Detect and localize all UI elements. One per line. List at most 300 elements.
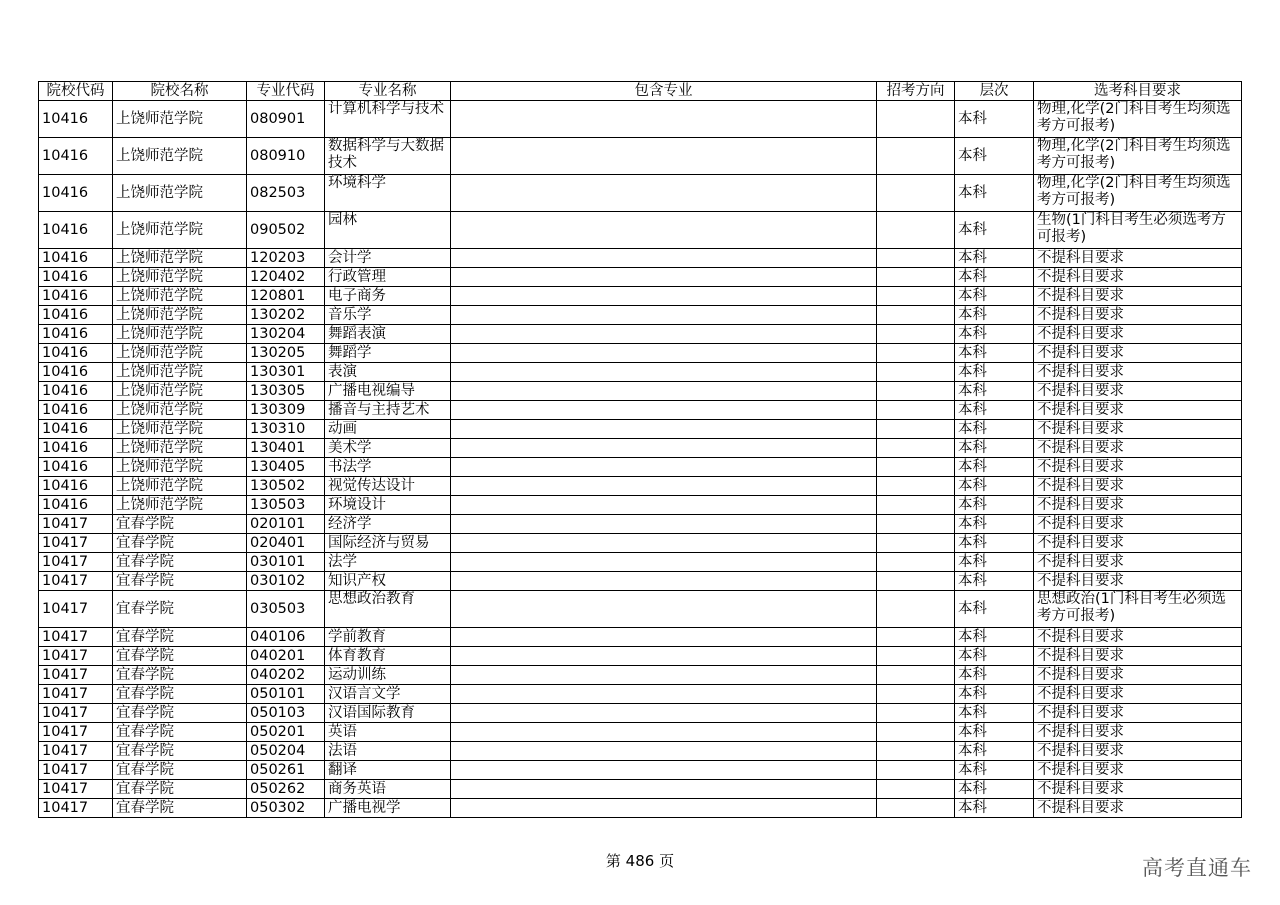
- cell-school-code: 10416: [39, 138, 113, 175]
- table-row: [39, 477, 1242, 496]
- cell-direction: [877, 101, 955, 138]
- cell-school-name: 上饶师范学院: [113, 249, 247, 268]
- cell-school-code: 10416: [39, 496, 113, 515]
- cell-direction: [877, 496, 955, 515]
- cell-included-majors: [451, 401, 877, 420]
- table-row: [39, 591, 1242, 628]
- cell-included-majors: [451, 723, 877, 742]
- cell-subject-requirement: 不提科目要求: [1034, 249, 1242, 268]
- table-row: [39, 742, 1242, 761]
- table-row: [39, 138, 1242, 175]
- table-body: [39, 101, 1242, 818]
- cell-included-majors: [451, 628, 877, 647]
- watermark: 高考直通车: [1142, 856, 1252, 880]
- cell-included-majors: [451, 799, 877, 818]
- cell-major-name: 书法学: [325, 458, 451, 477]
- cell-included-majors: [451, 647, 877, 666]
- cell-school-code: 10417: [39, 534, 113, 553]
- cell-direction: [877, 363, 955, 382]
- cell-major-code: 130503: [247, 496, 325, 515]
- cell-school-name: 宜春学院: [113, 647, 247, 666]
- cell-school-name: 宜春学院: [113, 780, 247, 799]
- cell-major-code: 080910: [247, 138, 325, 175]
- table-row: [39, 685, 1242, 704]
- cell-major-code: 020401: [247, 534, 325, 553]
- cell-major-code: 050103: [247, 704, 325, 723]
- cell-direction: [877, 742, 955, 761]
- table-row: [39, 572, 1242, 591]
- cell-direction: [877, 477, 955, 496]
- cell-school-code: 10416: [39, 363, 113, 382]
- cell-school-name: 宜春学院: [113, 723, 247, 742]
- cell-school-code: 10416: [39, 306, 113, 325]
- cell-major-code: 130310: [247, 420, 325, 439]
- cell-school-code: 10416: [39, 477, 113, 496]
- cell-school-code: 10417: [39, 572, 113, 591]
- table-row: [39, 704, 1242, 723]
- cell-included-majors: [451, 742, 877, 761]
- cell-school-code: 10416: [39, 212, 113, 249]
- cell-major-name: 音乐学: [325, 306, 451, 325]
- cell-school-code: 10417: [39, 704, 113, 723]
- cell-level: 本科: [955, 685, 1034, 704]
- cell-direction: [877, 249, 955, 268]
- cell-major-code: 130204: [247, 325, 325, 344]
- cell-school-name: 上饶师范学院: [113, 363, 247, 382]
- cell-school-name: 上饶师范学院: [113, 268, 247, 287]
- table-row: [39, 401, 1242, 420]
- table-row: [39, 534, 1242, 553]
- cell-major-name: 法语: [325, 742, 451, 761]
- cell-included-majors: [451, 175, 877, 212]
- cell-level: 本科: [955, 666, 1034, 685]
- table-row: [39, 723, 1242, 742]
- cell-school-code: 10417: [39, 591, 113, 628]
- cell-major-name: 经济学: [325, 515, 451, 534]
- cell-school-code: 10417: [39, 685, 113, 704]
- cell-level: 本科: [955, 458, 1034, 477]
- cell-included-majors: [451, 496, 877, 515]
- cell-school-name: 宜春学院: [113, 666, 247, 685]
- cell-included-majors: [451, 268, 877, 287]
- cell-school-name: 上饶师范学院: [113, 401, 247, 420]
- cell-major-name: 翻译: [325, 761, 451, 780]
- cell-level: 本科: [955, 401, 1034, 420]
- cell-subject-requirement: 物理,化学(2门科目考生均须选考方可报考): [1034, 101, 1242, 138]
- cell-subject-requirement: 不提科目要求: [1034, 363, 1242, 382]
- cell-major-name: 计算机科学与技术: [325, 101, 451, 138]
- cell-subject-requirement: 生物(1门科目考生必须选考方可报考): [1034, 212, 1242, 249]
- cell-included-majors: [451, 344, 877, 363]
- cell-direction: [877, 572, 955, 591]
- cell-level: 本科: [955, 496, 1034, 515]
- table-row: [39, 420, 1242, 439]
- cell-level: 本科: [955, 780, 1034, 799]
- cell-school-name: 宜春学院: [113, 742, 247, 761]
- cell-direction: [877, 401, 955, 420]
- cell-included-majors: [451, 477, 877, 496]
- cell-direction: [877, 515, 955, 534]
- cell-level: 本科: [955, 325, 1034, 344]
- cell-school-name: 宜春学院: [113, 685, 247, 704]
- table-row: [39, 268, 1242, 287]
- cell-major-name: 美术学: [325, 439, 451, 458]
- cell-major-code: 050101: [247, 685, 325, 704]
- table-row: [39, 515, 1242, 534]
- cell-major-code: 050201: [247, 723, 325, 742]
- cell-major-code: 030503: [247, 591, 325, 628]
- cell-included-majors: [451, 420, 877, 439]
- admission-table: [38, 81, 1242, 818]
- cell-school-code: 10417: [39, 553, 113, 572]
- cell-school-name: 上饶师范学院: [113, 287, 247, 306]
- cell-major-code: 090502: [247, 212, 325, 249]
- cell-major-name: 视觉传达设计: [325, 477, 451, 496]
- cell-included-majors: [451, 515, 877, 534]
- cell-school-name: 上饶师范学院: [113, 458, 247, 477]
- cell-school-code: 10416: [39, 101, 113, 138]
- cell-included-majors: [451, 780, 877, 799]
- cell-school-name: 上饶师范学院: [113, 382, 247, 401]
- cell-school-code: 10416: [39, 175, 113, 212]
- cell-level: 本科: [955, 591, 1034, 628]
- cell-major-name: 环境设计: [325, 496, 451, 515]
- cell-subject-requirement: 思想政治(1门科目考生必须选考方可报考): [1034, 591, 1242, 628]
- cell-school-name: 上饶师范学院: [113, 138, 247, 175]
- cell-major-code: 130305: [247, 382, 325, 401]
- cell-subject-requirement: 不提科目要求: [1034, 799, 1242, 818]
- cell-subject-requirement: 不提科目要求: [1034, 401, 1242, 420]
- cell-school-code: 10417: [39, 723, 113, 742]
- cell-school-name: 上饶师范学院: [113, 175, 247, 212]
- table-row: [39, 212, 1242, 249]
- col-header-major-code: 专业代码: [247, 82, 325, 101]
- cell-major-name: 广播电视学: [325, 799, 451, 818]
- cell-major-code: 130301: [247, 363, 325, 382]
- cell-school-name: 上饶师范学院: [113, 212, 247, 249]
- cell-subject-requirement: 不提科目要求: [1034, 534, 1242, 553]
- cell-subject-requirement: 不提科目要求: [1034, 325, 1242, 344]
- cell-direction: [877, 780, 955, 799]
- cell-major-code: 120203: [247, 249, 325, 268]
- cell-included-majors: [451, 249, 877, 268]
- cell-included-majors: [451, 458, 877, 477]
- col-header-subject-requirement: 选考科目要求: [1034, 82, 1242, 101]
- cell-direction: [877, 799, 955, 818]
- table-row: [39, 249, 1242, 268]
- cell-school-name: 宜春学院: [113, 628, 247, 647]
- table-row: [39, 496, 1242, 515]
- cell-major-name: 运动训练: [325, 666, 451, 685]
- cell-school-code: 10416: [39, 325, 113, 344]
- table-row: [39, 325, 1242, 344]
- cell-major-code: 040106: [247, 628, 325, 647]
- cell-major-name: 动画: [325, 420, 451, 439]
- cell-direction: [877, 704, 955, 723]
- cell-included-majors: [451, 325, 877, 344]
- cell-school-code: 10417: [39, 628, 113, 647]
- cell-level: 本科: [955, 306, 1034, 325]
- cell-school-name: 上饶师范学院: [113, 420, 247, 439]
- cell-major-code: 120402: [247, 268, 325, 287]
- cell-level: 本科: [955, 553, 1034, 572]
- cell-major-name: 广播电视编导: [325, 382, 451, 401]
- cell-subject-requirement: 不提科目要求: [1034, 382, 1242, 401]
- cell-school-name: 上饶师范学院: [113, 344, 247, 363]
- cell-subject-requirement: 不提科目要求: [1034, 496, 1242, 515]
- cell-major-code: 130502: [247, 477, 325, 496]
- table-row: [39, 287, 1242, 306]
- cell-school-name: 宜春学院: [113, 534, 247, 553]
- cell-included-majors: [451, 666, 877, 685]
- cell-direction: [877, 591, 955, 628]
- cell-direction: [877, 175, 955, 212]
- cell-school-code: 10416: [39, 344, 113, 363]
- cell-direction: [877, 306, 955, 325]
- cell-level: 本科: [955, 534, 1034, 553]
- cell-level: 本科: [955, 382, 1034, 401]
- cell-school-name: 上饶师范学院: [113, 325, 247, 344]
- table-row: [39, 799, 1242, 818]
- cell-major-code: 030101: [247, 553, 325, 572]
- cell-school-code: 10416: [39, 268, 113, 287]
- cell-school-code: 10416: [39, 458, 113, 477]
- cell-level: 本科: [955, 138, 1034, 175]
- cell-school-name: 上饶师范学院: [113, 101, 247, 138]
- cell-major-name: 国际经济与贸易: [325, 534, 451, 553]
- cell-included-majors: [451, 553, 877, 572]
- cell-major-name: 环境科学: [325, 175, 451, 212]
- cell-major-code: 020101: [247, 515, 325, 534]
- table-row: [39, 628, 1242, 647]
- cell-included-majors: [451, 212, 877, 249]
- cell-subject-requirement: 不提科目要求: [1034, 439, 1242, 458]
- table-row: [39, 382, 1242, 401]
- cell-included-majors: [451, 685, 877, 704]
- page-number: 第 486 页: [605, 852, 675, 870]
- cell-school-code: 10417: [39, 647, 113, 666]
- col-header-major-name: 专业名称: [325, 82, 451, 101]
- cell-major-name: 汉语国际教育: [325, 704, 451, 723]
- cell-school-name: 上饶师范学院: [113, 496, 247, 515]
- table-row: [39, 553, 1242, 572]
- cell-level: 本科: [955, 439, 1034, 458]
- cell-school-code: 10416: [39, 249, 113, 268]
- cell-major-name: 法学: [325, 553, 451, 572]
- cell-school-name: 上饶师范学院: [113, 439, 247, 458]
- cell-subject-requirement: 不提科目要求: [1034, 647, 1242, 666]
- cell-level: 本科: [955, 363, 1034, 382]
- table-row: [39, 363, 1242, 382]
- cell-direction: [877, 458, 955, 477]
- cell-included-majors: [451, 534, 877, 553]
- table-row: [39, 780, 1242, 799]
- cell-school-code: 10416: [39, 287, 113, 306]
- cell-subject-requirement: 不提科目要求: [1034, 344, 1242, 363]
- col-header-school-name: 院校名称: [113, 82, 247, 101]
- cell-major-code: 130202: [247, 306, 325, 325]
- cell-included-majors: [451, 761, 877, 780]
- cell-major-code: 130205: [247, 344, 325, 363]
- cell-major-name: 电子商务: [325, 287, 451, 306]
- cell-subject-requirement: 不提科目要求: [1034, 553, 1242, 572]
- cell-major-code: 130309: [247, 401, 325, 420]
- cell-direction: [877, 647, 955, 666]
- cell-level: 本科: [955, 628, 1034, 647]
- cell-direction: [877, 138, 955, 175]
- cell-subject-requirement: 不提科目要求: [1034, 515, 1242, 534]
- cell-major-code: 050262: [247, 780, 325, 799]
- cell-level: 本科: [955, 515, 1034, 534]
- cell-school-name: 宜春学院: [113, 572, 247, 591]
- cell-level: 本科: [955, 477, 1034, 496]
- cell-subject-requirement: 不提科目要求: [1034, 685, 1242, 704]
- cell-subject-requirement: 不提科目要求: [1034, 420, 1242, 439]
- cell-school-name: 宜春学院: [113, 553, 247, 572]
- cell-school-name: 宜春学院: [113, 515, 247, 534]
- cell-school-name: 宜春学院: [113, 761, 247, 780]
- cell-school-code: 10417: [39, 761, 113, 780]
- cell-subject-requirement: 不提科目要求: [1034, 723, 1242, 742]
- cell-school-name: 宜春学院: [113, 704, 247, 723]
- cell-subject-requirement: 不提科目要求: [1034, 268, 1242, 287]
- cell-subject-requirement: 物理,化学(2门科目考生均须选考方可报考): [1034, 175, 1242, 212]
- cell-level: 本科: [955, 175, 1034, 212]
- cell-level: 本科: [955, 287, 1034, 306]
- cell-major-name: 播音与主持艺术: [325, 401, 451, 420]
- cell-level: 本科: [955, 704, 1034, 723]
- cell-major-name: 行政管理: [325, 268, 451, 287]
- cell-major-name: 数据科学与大数据技术: [325, 138, 451, 175]
- table-row: [39, 344, 1242, 363]
- cell-direction: [877, 420, 955, 439]
- cell-included-majors: [451, 704, 877, 723]
- cell-school-name: 宜春学院: [113, 799, 247, 818]
- cell-direction: [877, 685, 955, 704]
- cell-school-code: 10417: [39, 515, 113, 534]
- col-header-direction: 招考方向: [877, 82, 955, 101]
- cell-direction: [877, 666, 955, 685]
- cell-major-name: 体育教育: [325, 647, 451, 666]
- cell-major-code: 130401: [247, 439, 325, 458]
- cell-major-code: 080901: [247, 101, 325, 138]
- cell-subject-requirement: 不提科目要求: [1034, 458, 1242, 477]
- cell-subject-requirement: 不提科目要求: [1034, 780, 1242, 799]
- cell-direction: [877, 723, 955, 742]
- cell-school-code: 10416: [39, 420, 113, 439]
- cell-major-name: 商务英语: [325, 780, 451, 799]
- cell-major-code: 130405: [247, 458, 325, 477]
- cell-subject-requirement: 不提科目要求: [1034, 704, 1242, 723]
- cell-direction: [877, 268, 955, 287]
- cell-major-code: 050204: [247, 742, 325, 761]
- cell-direction: [877, 344, 955, 363]
- cell-direction: [877, 382, 955, 401]
- cell-major-code: 120801: [247, 287, 325, 306]
- cell-major-code: 050302: [247, 799, 325, 818]
- table-row: [39, 306, 1242, 325]
- cell-school-code: 10416: [39, 439, 113, 458]
- cell-major-name: 会计学: [325, 249, 451, 268]
- cell-subject-requirement: 不提科目要求: [1034, 287, 1242, 306]
- cell-included-majors: [451, 101, 877, 138]
- cell-school-code: 10416: [39, 382, 113, 401]
- table-row: [39, 647, 1242, 666]
- cell-level: 本科: [955, 420, 1034, 439]
- cell-level: 本科: [955, 723, 1034, 742]
- col-header-included-majors: 包含专业: [451, 82, 877, 101]
- cell-major-name: 思想政治教育: [325, 591, 451, 628]
- cell-major-code: 082503: [247, 175, 325, 212]
- cell-subject-requirement: 不提科目要求: [1034, 666, 1242, 685]
- cell-included-majors: [451, 439, 877, 458]
- cell-major-name: 英语: [325, 723, 451, 742]
- cell-school-code: 10417: [39, 666, 113, 685]
- cell-level: 本科: [955, 761, 1034, 780]
- cell-included-majors: [451, 382, 877, 401]
- cell-included-majors: [451, 287, 877, 306]
- cell-major-name: 表演: [325, 363, 451, 382]
- cell-major-name: 舞蹈学: [325, 344, 451, 363]
- cell-direction: [877, 287, 955, 306]
- cell-major-name: 汉语言文学: [325, 685, 451, 704]
- cell-level: 本科: [955, 344, 1034, 363]
- cell-major-name: 园林: [325, 212, 451, 249]
- cell-direction: [877, 534, 955, 553]
- cell-direction: [877, 628, 955, 647]
- cell-subject-requirement: 物理,化学(2门科目考生均须选考方可报考): [1034, 138, 1242, 175]
- cell-level: 本科: [955, 101, 1034, 138]
- cell-major-name: 舞蹈表演: [325, 325, 451, 344]
- cell-direction: [877, 761, 955, 780]
- cell-subject-requirement: 不提科目要求: [1034, 628, 1242, 647]
- cell-school-code: 10417: [39, 780, 113, 799]
- col-header-school-code: 院校代码: [39, 82, 113, 101]
- table-row: [39, 439, 1242, 458]
- cell-level: 本科: [955, 647, 1034, 666]
- table-row: [39, 666, 1242, 685]
- cell-major-code: 040202: [247, 666, 325, 685]
- table-row: [39, 761, 1242, 780]
- cell-school-name: 宜春学院: [113, 591, 247, 628]
- cell-direction: [877, 439, 955, 458]
- col-header-level: 层次: [955, 82, 1034, 101]
- cell-included-majors: [451, 306, 877, 325]
- cell-school-name: 上饶师范学院: [113, 477, 247, 496]
- cell-subject-requirement: 不提科目要求: [1034, 761, 1242, 780]
- cell-direction: [877, 553, 955, 572]
- cell-major-code: 040201: [247, 647, 325, 666]
- cell-level: 本科: [955, 572, 1034, 591]
- cell-major-code: 050261: [247, 761, 325, 780]
- cell-included-majors: [451, 363, 877, 382]
- cell-subject-requirement: 不提科目要求: [1034, 572, 1242, 591]
- cell-included-majors: [451, 591, 877, 628]
- table-row: [39, 458, 1242, 477]
- cell-school-name: 上饶师范学院: [113, 306, 247, 325]
- cell-direction: [877, 212, 955, 249]
- cell-level: 本科: [955, 212, 1034, 249]
- cell-subject-requirement: 不提科目要求: [1034, 477, 1242, 496]
- cell-direction: [877, 325, 955, 344]
- cell-school-code: 10416: [39, 401, 113, 420]
- cell-level: 本科: [955, 268, 1034, 287]
- cell-included-majors: [451, 572, 877, 591]
- cell-major-name: 知识产权: [325, 572, 451, 591]
- cell-level: 本科: [955, 249, 1034, 268]
- cell-subject-requirement: 不提科目要求: [1034, 742, 1242, 761]
- table-row: [39, 101, 1242, 138]
